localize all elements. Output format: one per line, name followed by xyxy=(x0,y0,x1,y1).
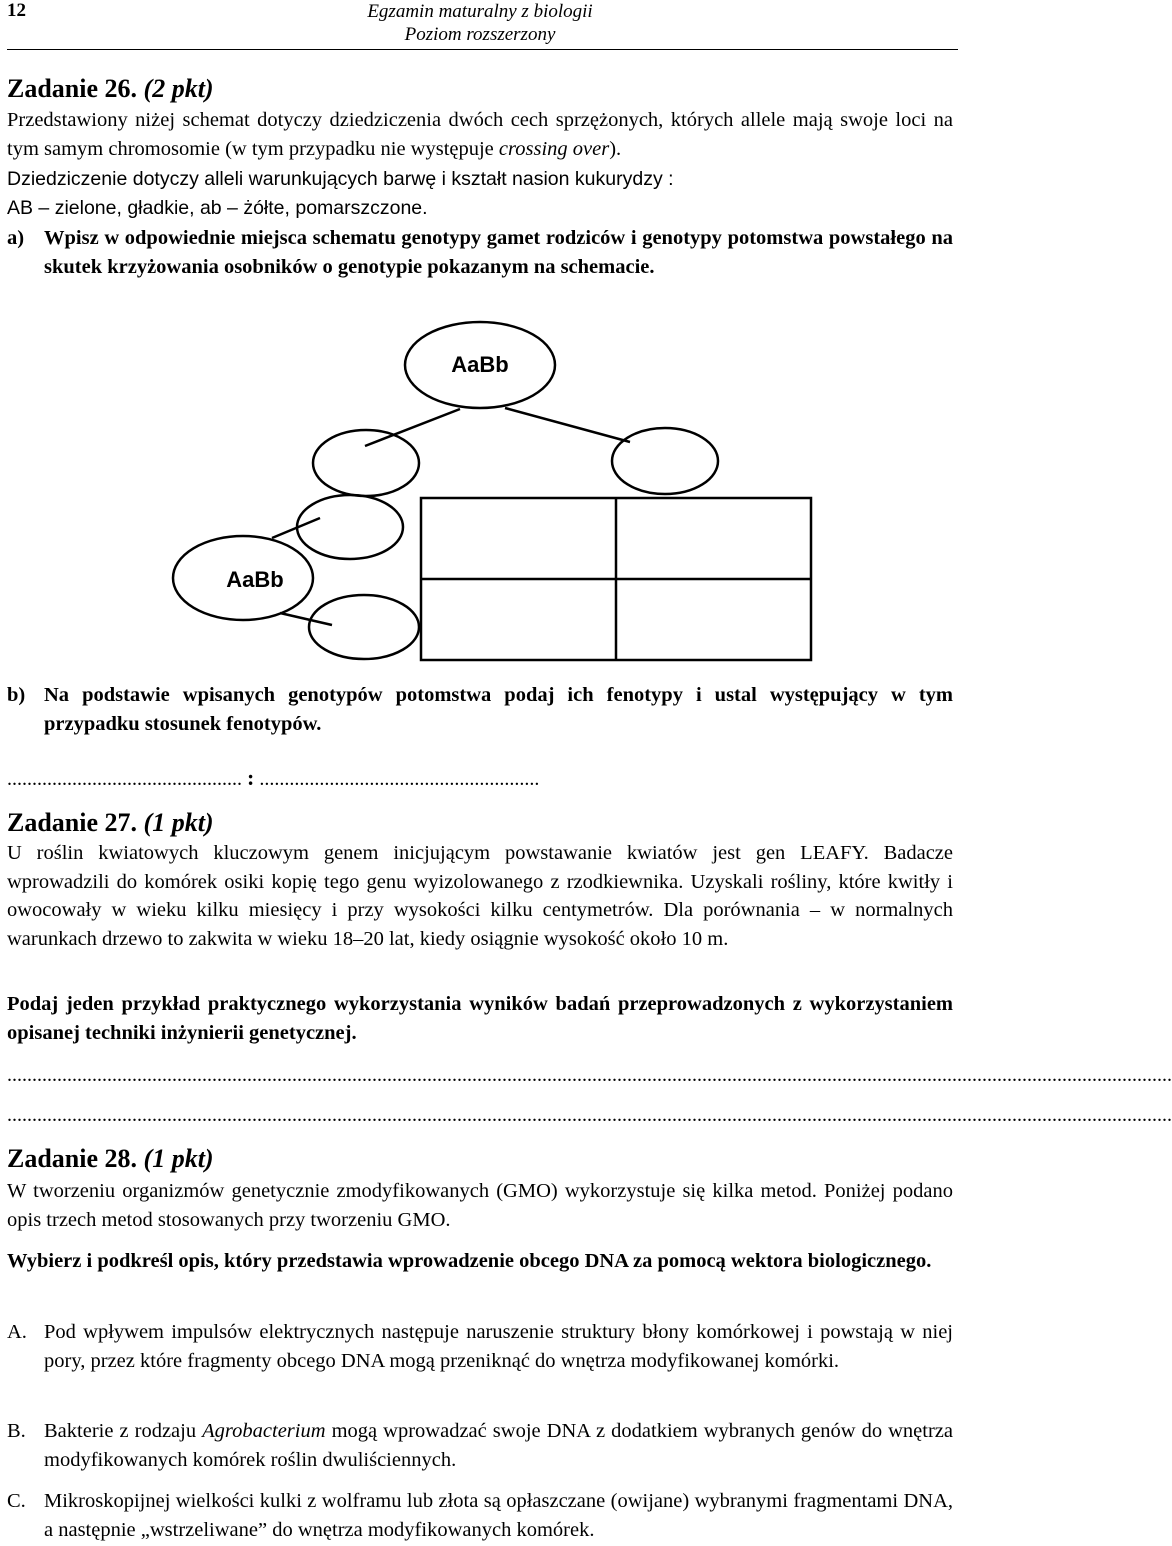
option-b-text-start: Bakterie z rodzaju xyxy=(44,1420,203,1442)
task27-answer-line-1[interactable]: ......................................................................................................................................................................................................................................... xyxy=(7,1064,1172,1086)
branch-line-left xyxy=(365,409,460,446)
task26-part-b-label: b) xyxy=(7,684,26,706)
task26-intro-end: ). xyxy=(609,137,622,160)
answer-left-dots: ............................................... xyxy=(7,768,242,790)
task26-intro-text: Przedstawiony niżej schemat dotyczy dziedziczenia dwóch cech sprzężonych, których allele mają swoje loci na tym samym chromosomie (w tym przypadku nie występuje xyxy=(7,109,953,160)
task26-points: (2 pkt) xyxy=(143,74,214,103)
gamete-oval-top-right[interactable] xyxy=(612,428,718,494)
branch-line-down xyxy=(280,613,332,625)
task26-title-text: Zadanie 26. xyxy=(7,74,138,103)
task28-title-text: Zadanie 28. xyxy=(7,1144,138,1173)
task27-instruction: Podaj jeden przykład praktycznego wykorzystania wyników badań przeprowadzonych z wykorzystaniem opisanej techniki inżynierii genetycznej. xyxy=(7,993,953,1044)
task28-option-c[interactable] xyxy=(7,1487,953,1544)
task26-part-a-text: Wpisz w odpowiednie miejsca schematu genotypy gamet rodziców i genotypy potomstwa powstałego na skutek krzyżowania osobników o genotypie pokazanym na schemacie. xyxy=(44,227,953,278)
task27-title-text: Zadanie 27. xyxy=(7,808,138,837)
option-b-text-end: mogą wprowadzać swoje DNA z dodatkiem wybranych genów do wnętrza modyfikowanych komórek roślin dwuliściennych. xyxy=(44,1420,953,1471)
option-c-label: C. xyxy=(7,1490,26,1512)
task28-points: (1 pkt) xyxy=(143,1144,214,1173)
page-number: 12 xyxy=(7,0,26,21)
task26-alleles-line2: AB – zielone, gładkie, ab – żółte, pomarszczone. xyxy=(7,196,428,219)
task27-answer-line-2[interactable]: ......................................................................................................................................................................................................................................... xyxy=(7,1104,1172,1126)
offspring-cell-2[interactable] xyxy=(618,500,809,577)
header-title-line2: Poziom rozszerzony xyxy=(404,24,556,45)
offspring-cell-4[interactable] xyxy=(618,581,809,658)
option-b-text xyxy=(44,1417,953,1474)
task26-part-b-text: Na podstawie wpisanych genotypów potomstwa podaj ich fenotypy i ustal występujący w tym przypadku stosunek fenotypów. xyxy=(44,684,953,735)
task26-alleles xyxy=(7,165,953,222)
task26-intro xyxy=(7,106,953,163)
task26-title xyxy=(7,74,214,104)
task27-points: (1 pkt) xyxy=(143,808,214,837)
answer-right-dots: ........................................................ xyxy=(259,768,540,790)
branch-line-right xyxy=(505,408,630,442)
option-c-text: Mikroskopijnej wielkości kulki z wolframu lub złota są opłaszczane (owijane) wybranymi fragmentami DNA, a następnie „wstrzeliwane” do wnętrza modyfikowanych komórek. xyxy=(44,1490,953,1541)
offspring-cell-3[interactable] xyxy=(423,581,614,658)
gamete-oval-left-bottom[interactable] xyxy=(309,595,419,659)
answer-colon: : xyxy=(247,765,255,790)
task26-part-b xyxy=(7,681,953,738)
punnett-diagram xyxy=(160,320,815,665)
option-b-label: B. xyxy=(7,1420,26,1442)
task26-alleles-line1: Dziedziczenie dotyczy alleli warunkujących barwę i kształt nasion kukurydzy : xyxy=(7,168,674,190)
offspring-cell-1[interactable] xyxy=(423,500,614,577)
task28-text: W tworzeniu organizmów genetycznie zmodyfikowanych (GMO) wykorzystuje się kilka metod. Poniżej podano opis trzech metod stosowanych przy tworzeniu GMO. xyxy=(7,1180,953,1231)
task28-title xyxy=(7,1144,214,1174)
option-b-genus: Agrobacterium xyxy=(202,1420,326,1442)
page-header-title xyxy=(7,0,953,46)
task26-intro-italic: crossing over xyxy=(498,137,610,160)
task27-title xyxy=(7,808,214,838)
task28-option-a[interactable] xyxy=(7,1318,953,1375)
task28-instruction: Wybierz i podkreśl opis, który przedstawia wprowadzenie obcego DNA za pomocą wektora biologicznego. xyxy=(7,1250,932,1272)
option-a-text: Pod wpływem impulsów elektrycznych następuje naruszenie struktury błony komórkowej i powstają w niej pory, przez które fragmenty obcego DNA mogą przeniknąć do wnętrza modyfikowanej komórki. xyxy=(44,1321,953,1372)
task26-answer-line[interactable] xyxy=(7,765,539,791)
parent-left-genotype: AaBb xyxy=(226,567,284,592)
task27-text: U roślin kwiatowych kluczowym genem inicjującym powstawanie kwiatów jest gen LEAFY. Badacze wprowadzili do komórek osiki kopię tego genu wyizolowanego z rzodkiewnika. Uzyskali rośliny, które kwitły i owocowały w wieku kilku miesięcy i przy wysokości kilku centymetrów. Dla porównania – w normalnych warunkach drzewo to zakwita w wieku 18–20 lat, kiedy osiągnie wysokość około 10 m. xyxy=(7,842,953,950)
header-divider xyxy=(7,49,958,50)
task26-part-a xyxy=(7,224,953,281)
task28-option-b[interactable] xyxy=(7,1417,953,1474)
task26-part-a-label: a) xyxy=(7,227,25,249)
option-a-label: A. xyxy=(7,1321,27,1343)
header-title-line1: Egzamin maturalny z biologii xyxy=(367,1,593,22)
gamete-oval-left-top[interactable] xyxy=(297,495,403,559)
parent-top-genotype: AaBb xyxy=(451,352,509,377)
gamete-oval-top-left[interactable] xyxy=(313,430,419,496)
